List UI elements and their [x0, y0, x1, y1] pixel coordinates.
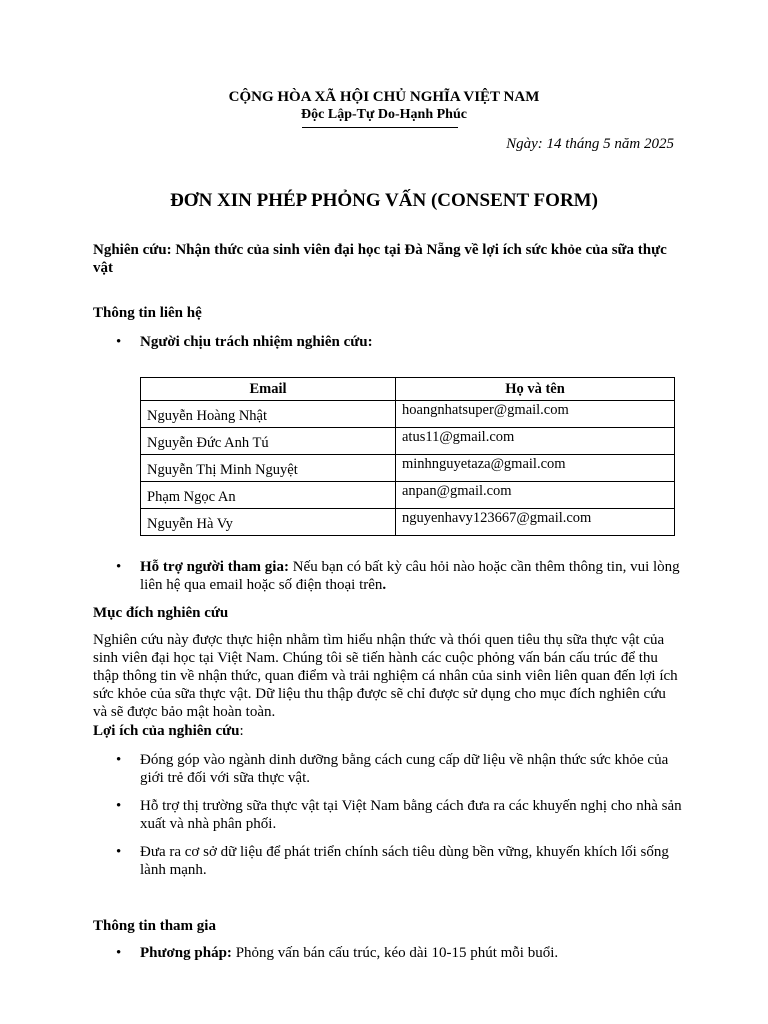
- support-text: Nếu bạn có bất kỳ câu hỏi nào hoặc cần thêm thông tin, vui lòng liên hệ qua email hoặc số điện thoại trên: [140, 559, 680, 593]
- researcher-email: minhnguyetaza@gmail.com: [396, 455, 675, 482]
- researcher-name: Phạm Ngọc An: [141, 482, 396, 509]
- national-motto: Độc Lập-Tự Do-Hạnh Phúc: [301, 107, 467, 122]
- benefit-text: Đưa ra cơ sở dữ liệu để phát triển chính sách tiêu dùng bền vững, khuyến khích lối sống lành mạnh.: [140, 844, 669, 878]
- table-row: [141, 482, 675, 509]
- benefit-text: Đóng góp vào ngành dinh dưỡng bằng cách cung cấp dữ liệu về nhận thức sức khỏe của giới trẻ đối với sữa thực vật.: [140, 752, 669, 786]
- national-title: CỘNG HÒA XÃ HỘI CHỦ NGHĨA VIỆT NAM: [228, 89, 540, 105]
- benefits-colon: :: [239, 723, 244, 739]
- bullet-icon: •: [116, 844, 122, 860]
- benefits-heading: Lợi ích của nghiên cứu: [93, 723, 240, 739]
- benefits-heading-line: [93, 722, 244, 740]
- researcher-email: atus11@gmail.com: [396, 428, 675, 455]
- form-title: ĐƠN XIN PHÉP PHỎNG VẤN (CONSENT FORM): [170, 190, 598, 211]
- researcher-label: Người chịu trách nhiệm nghiên cứu:: [140, 334, 373, 350]
- purpose-text: Nghiên cứu này được thực hiện nhằm tìm hiểu nhận thức và thói quen tiêu thụ sữa thực vật của sinh viên đại học tại Việt Nam. Chúng tôi sẽ tiến hành các cuộc phỏng vấn bán cấu trúc để thu thập thông tin về nhận thức, quan điểm và trải nghiệm cá nhân của sinh viên liên quan đến lợi ích sức khỏe của sữa thực vật. Dữ liệu thu thập được sẽ chỉ được sử dụng cho mục đích nghiên cứu và sẽ được bảo mật hoàn toàn.: [93, 632, 678, 720]
- method-text: Phỏng vấn bán cấu trúc, kéo dài 10-15 phút mỗi buổi.: [231, 945, 559, 961]
- table-row: [141, 428, 675, 455]
- researcher-name: Nguyễn Hoàng Nhật: [141, 401, 396, 428]
- bullet-icon: •: [116, 798, 122, 814]
- header-underline: [302, 127, 458, 128]
- participation-heading: Thông tin tham gia: [93, 918, 216, 934]
- table-row: [141, 509, 675, 536]
- document-date: Ngày: 14 tháng 5 năm 2025: [506, 136, 674, 152]
- table-header-cell: Họ và tên: [396, 378, 675, 401]
- purpose-heading: Mục đích nghiên cứu: [93, 605, 229, 621]
- researcher-name: Nguyễn Hà Vy: [141, 509, 396, 536]
- researcher-name: Nguyễn Đức Anh Tú: [141, 428, 396, 455]
- bullet-icon: •: [116, 945, 122, 961]
- researcher-name: Nguyễn Thị Minh Nguyệt: [141, 455, 396, 482]
- study-title: Nghiên cứu: Nhận thức của sinh viên đại học tại Đà Nẵng về lợi ích sức khỏe của sữa thực vật: [93, 242, 667, 276]
- support-label: Hỗ trợ người tham gia:: [140, 559, 289, 575]
- researcher-email: hoangnhatsuper@gmail.com: [396, 401, 675, 428]
- method-paragraph: [140, 944, 682, 962]
- table-header-cell: Email: [141, 378, 396, 401]
- table-row: [141, 455, 675, 482]
- researcher-email: nguyenhavy123667@gmail.com: [396, 509, 675, 536]
- bullet-icon: •: [116, 559, 122, 575]
- benefit-text: Hỗ trợ thị trường sữa thực vật tại Việt Nam bằng cách đưa ra các khuyến nghị cho nhà sản xuất và nhà phân phối.: [140, 798, 682, 832]
- support-paragraph: [140, 558, 682, 594]
- bullet-icon: •: [116, 334, 122, 350]
- support-period: .: [382, 577, 387, 593]
- bullet-icon: •: [116, 752, 122, 768]
- researcher-email: anpan@gmail.com: [396, 482, 675, 509]
- contact-table: [140, 377, 675, 536]
- table-header-row: [141, 378, 675, 401]
- table-row: [141, 401, 675, 428]
- method-label: Phương pháp:: [140, 945, 232, 961]
- contact-heading: Thông tin liên hệ: [93, 305, 202, 321]
